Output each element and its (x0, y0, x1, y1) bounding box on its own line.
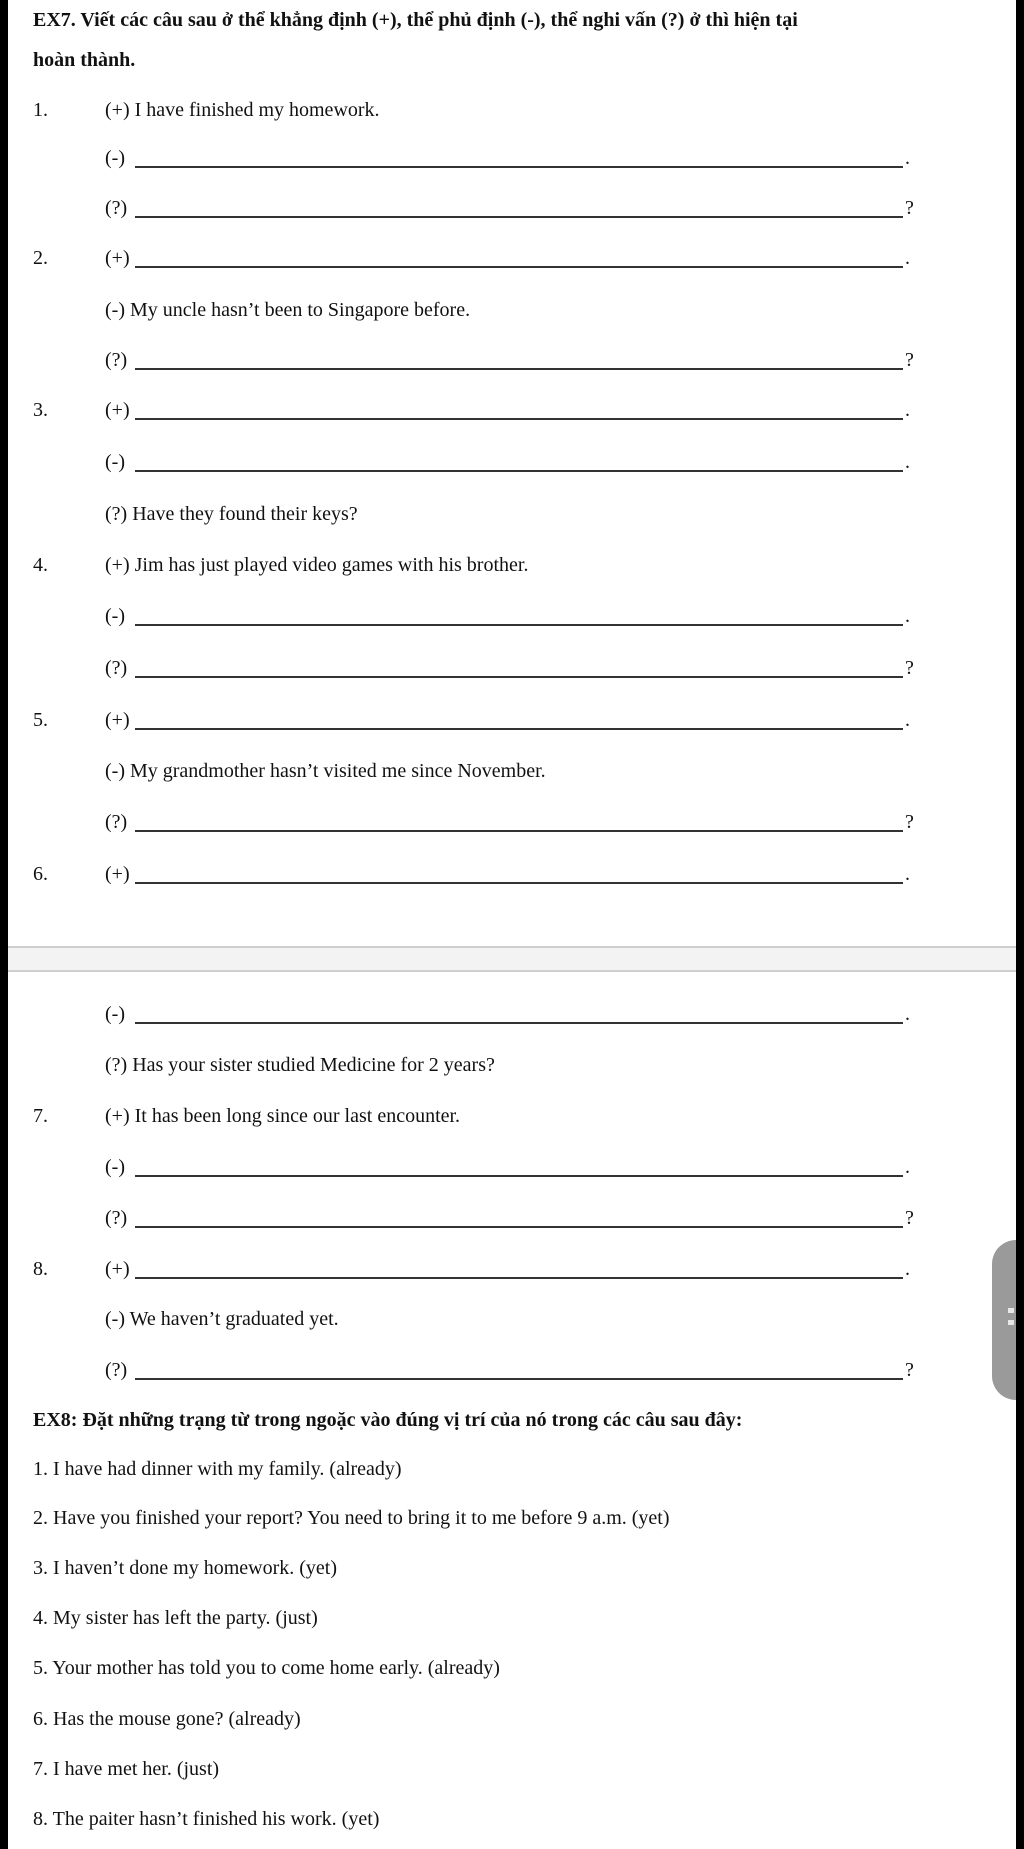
form-label: (?) (105, 197, 128, 219)
form-label: (?) (105, 349, 128, 371)
ex7-item-2-pos (8, 246, 1008, 272)
end-punct: ? (905, 197, 914, 219)
page-break (8, 946, 1016, 972)
ex7-item-1-neg (8, 146, 1008, 172)
answer-blank[interactable] (135, 470, 903, 472)
ex8-item: 5. Your mother has told you to come home early. (already) (33, 1657, 500, 1679)
answer-blank[interactable] (135, 830, 903, 832)
grip-icon (1008, 1320, 1014, 1325)
document-page (8, 0, 1016, 1849)
end-punct: ? (905, 1359, 914, 1381)
form-label: (-) (105, 451, 125, 473)
item-number: 7. (33, 1105, 48, 1127)
form-label: (+) (105, 1258, 130, 1280)
answer-blank[interactable] (135, 1226, 903, 1228)
end-punct: . (905, 399, 910, 421)
ex8-title: EX8: Đặt những trạng từ trong ngoặc vào đúng vị trí của nó trong các câu sau đây: (33, 1409, 743, 1431)
form-label: (?) (105, 1207, 128, 1229)
ex8-item: 4. My sister has left the party. (just) (33, 1607, 318, 1629)
sentence-text: (-) My grandmother hasn’t visited me since November. (105, 760, 546, 782)
ex8-item: 2. Have you finished your report? You need to bring it to me before 9 a.m. (yet) (33, 1507, 670, 1529)
end-punct: . (905, 1003, 910, 1025)
item-number: 1. (33, 99, 48, 121)
answer-blank[interactable] (135, 882, 903, 884)
item-number: 8. (33, 1258, 48, 1280)
ex7-item-4-pos (8, 553, 1008, 579)
sentence-text: (+) I have finished my homework. (105, 99, 380, 121)
answer-blank[interactable] (135, 266, 903, 268)
end-punct: . (905, 605, 910, 627)
answer-blank[interactable] (135, 1022, 903, 1024)
item-number: 4. (33, 554, 48, 576)
ex7-item-1-pos (8, 98, 1008, 124)
sentence-text: (?) Has your sister studied Medicine for 2 years? (105, 1054, 495, 1076)
form-label: (+) (105, 863, 130, 885)
form-label: (-) (105, 147, 125, 169)
ex8-item: 7. I have met her. (just) (33, 1758, 220, 1780)
ex7-item-3-q (8, 502, 1008, 528)
ex7-title: EX7. Viết các câu sau ở thể khẳng định (+), thể phủ định (-), thể nghi vấn (?) ở thì hiện tại (33, 9, 798, 31)
ex7-item-7-q (8, 1206, 1008, 1232)
end-punct: ? (905, 1207, 914, 1229)
ex7-item-7-pos (8, 1104, 1008, 1130)
grip-icon (1008, 1308, 1014, 1313)
answer-blank[interactable] (135, 216, 903, 218)
ex7-item-8-neg (8, 1307, 1008, 1333)
answer-blank[interactable] (135, 1378, 903, 1380)
sentence-text: (?) Have they found their keys? (105, 503, 358, 525)
form-label: (+) (105, 247, 130, 269)
ex7-item-2-neg (8, 298, 1008, 324)
ex7-item-5-neg (8, 759, 1008, 785)
end-punct: . (905, 247, 910, 269)
ex7-item-7-neg (8, 1155, 1008, 1181)
end-punct: . (905, 709, 910, 731)
answer-blank[interactable] (135, 418, 903, 420)
item-number: 6. (33, 863, 48, 885)
end-punct: ? (905, 657, 914, 679)
form-label: (?) (105, 657, 128, 679)
ex8-item: 3. I haven’t done my homework. (yet) (33, 1557, 337, 1579)
ex7-title-cont: hoàn thành. (33, 49, 136, 71)
end-punct: ? (905, 349, 914, 371)
end-punct: . (905, 863, 910, 885)
answer-blank[interactable] (135, 676, 903, 678)
ex7-item-8-q (8, 1358, 1008, 1384)
item-number: 2. (33, 247, 48, 269)
ex7-item-2-q (8, 348, 1008, 374)
ex7-item-3-pos (8, 398, 1008, 424)
ex7-item-6-q (8, 1053, 1008, 1079)
form-label: (?) (105, 811, 128, 833)
ex7-item-5-q (8, 810, 1008, 836)
form-label: (?) (105, 1359, 128, 1381)
answer-blank[interactable] (135, 368, 903, 370)
form-label: (-) (105, 605, 125, 627)
end-punct: . (905, 451, 910, 473)
form-label: (-) (105, 1156, 125, 1178)
ex8-item: 1. I have had dinner with my family. (already) (33, 1458, 402, 1480)
sentence-text: (+) Jim has just played video games with his brother. (105, 554, 529, 576)
form-label: (-) (105, 1003, 125, 1025)
form-label: (+) (105, 709, 130, 731)
ex7-item-4-q (8, 656, 1008, 682)
sentence-text: (-) We haven’t graduated yet. (105, 1308, 339, 1330)
answer-blank[interactable] (135, 166, 903, 168)
end-punct: ? (905, 811, 914, 833)
ex7-item-5-pos (8, 708, 1008, 734)
ex7-item-6-neg (8, 1002, 1008, 1028)
ex8-item: 6. Has the mouse gone? (already) (33, 1708, 301, 1730)
ex7-item-4-neg (8, 604, 1008, 630)
item-number: 5. (33, 709, 48, 731)
answer-blank[interactable] (135, 1175, 903, 1177)
ex7-item-1-q (8, 196, 1008, 222)
answer-blank[interactable] (135, 624, 903, 626)
scrollbar-thumb[interactable] (992, 1240, 1016, 1400)
sentence-text: (-) My uncle hasn’t been to Singapore before. (105, 299, 471, 321)
end-punct: . (905, 1156, 910, 1178)
form-label: (+) (105, 399, 130, 421)
answer-blank[interactable] (135, 1277, 903, 1279)
item-number: 3. (33, 399, 48, 421)
end-punct: . (905, 147, 910, 169)
sentence-text: (+) It has been long since our last encounter. (105, 1105, 461, 1127)
right-border (1016, 0, 1024, 1849)
ex7-item-6-pos (8, 862, 1008, 888)
ex7-item-8-pos (8, 1257, 1008, 1283)
ex8-item: 8. The paiter hasn’t finished his work. (yet) (33, 1808, 380, 1830)
end-punct: . (905, 1258, 910, 1280)
answer-blank[interactable] (135, 728, 903, 730)
ex7-item-3-neg (8, 450, 1008, 476)
